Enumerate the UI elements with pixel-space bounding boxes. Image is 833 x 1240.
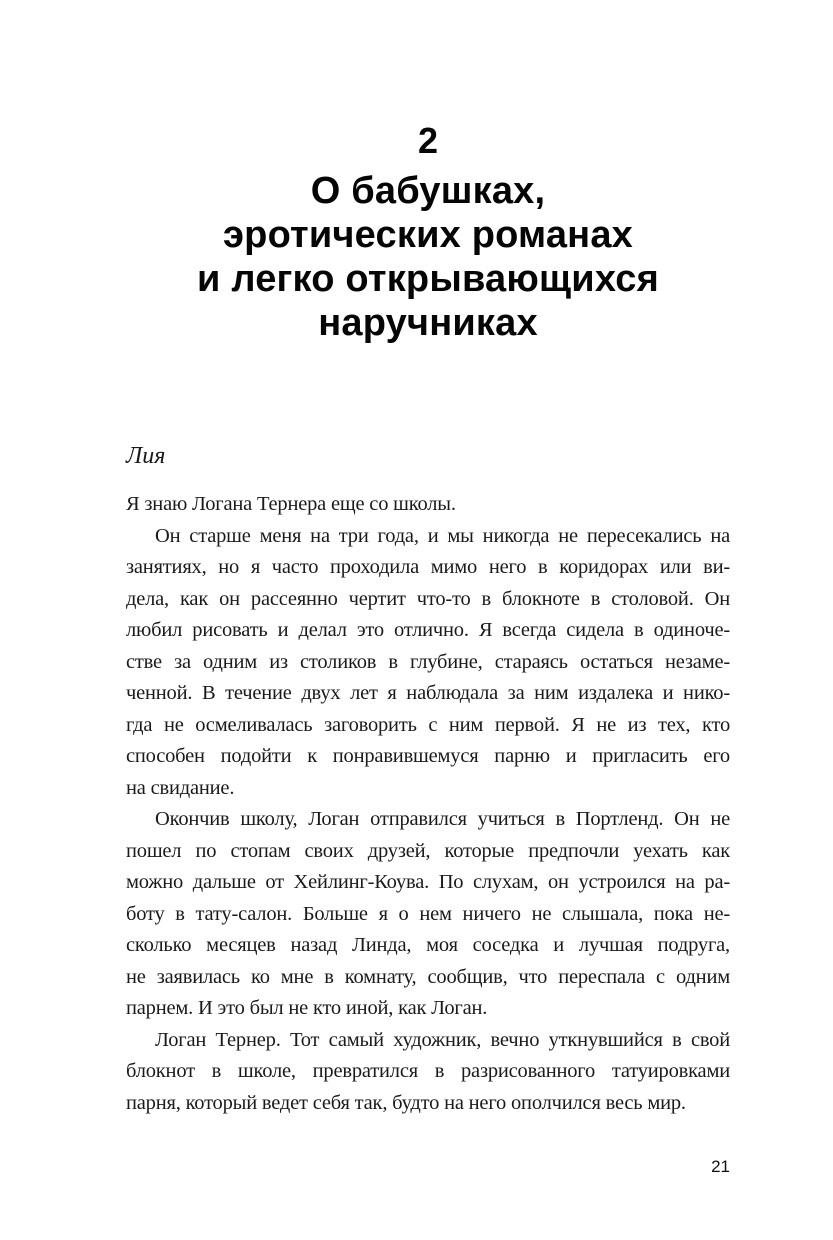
text-line: ченной. В течение двух лет я наблюдала за ним издалека и нико-: [126, 682, 730, 704]
text-line: боту в тату-салон. Больше я о нем ничего не слышала, пока не-: [126, 902, 730, 925]
text-line: на свидание.: [126, 776, 235, 799]
text-line: стве за одним из столиков в глубине, стараясь остаться незаме-: [126, 650, 730, 673]
chapter-title: [116, 169, 740, 345]
chapter-title-line: эротических романах: [222, 214, 634, 256]
chapter-title-line: наручниках: [318, 302, 538, 344]
chapter-number: 2: [417, 120, 439, 161]
text-line: Я знаю Логана Тернера еще со школы.: [126, 493, 456, 515]
text-line: парнем. И это был не кто иной, как Логан.: [126, 997, 488, 1019]
text-line: способен подойти к понравившемуся парню и пригласить его: [126, 745, 730, 767]
paragraph: [126, 804, 730, 1025]
text-line: занятиях, но я часто проходила мимо него в коридорах или ви-: [126, 556, 730, 578]
paragraph: [126, 521, 730, 805]
page-number: 21: [711, 1157, 730, 1176]
chapter-title-line: и легко открывающихся: [197, 258, 659, 300]
text-line: любил рисовать и делал это отлично. Я всегда сидела в одиноче-: [126, 619, 730, 641]
text-line: гда не осмеливалась заговорить с ним первой. Я не из тех, кто: [126, 713, 730, 736]
text-line: Он старше меня на три года, и мы никогда не пересекались на: [155, 524, 730, 547]
paragraph: [126, 1025, 730, 1120]
narrator-name-label: Лия: [126, 443, 166, 469]
chapter-title-line: О бабушках,: [310, 170, 546, 212]
text-line: пошел по стопам своих друзей, которые предпочли уехать как: [126, 839, 730, 862]
text-line: дела, как он рассеянно чертит что-то в блокноте в столовой. Он: [126, 587, 730, 610]
text-line: сколько месяцев назад Линда, моя соседка и лучшая подруга,: [126, 934, 730, 956]
text-line: можно дальше от Хейлинг-Коува. По слухам, он устроился на ра-: [126, 871, 730, 893]
text-line: блокнот в школе, превратился в разрисованного татуировками: [126, 1060, 730, 1082]
body-text: [126, 489, 730, 1119]
text-line: не заявилась ко мне в комнату, сообщив, что переспала с одним: [126, 965, 730, 988]
text-line: парня, который ведет себя так, будто на него ополчился весь мир.: [126, 1091, 686, 1114]
paragraph: [126, 489, 730, 521]
text-line: Окончив школу, Логан отправился учиться в Портленд. Он не: [155, 808, 730, 830]
text-line: Логан Тернер. Тот самый художник, вечно уткнувшийся в свой: [155, 1028, 730, 1051]
